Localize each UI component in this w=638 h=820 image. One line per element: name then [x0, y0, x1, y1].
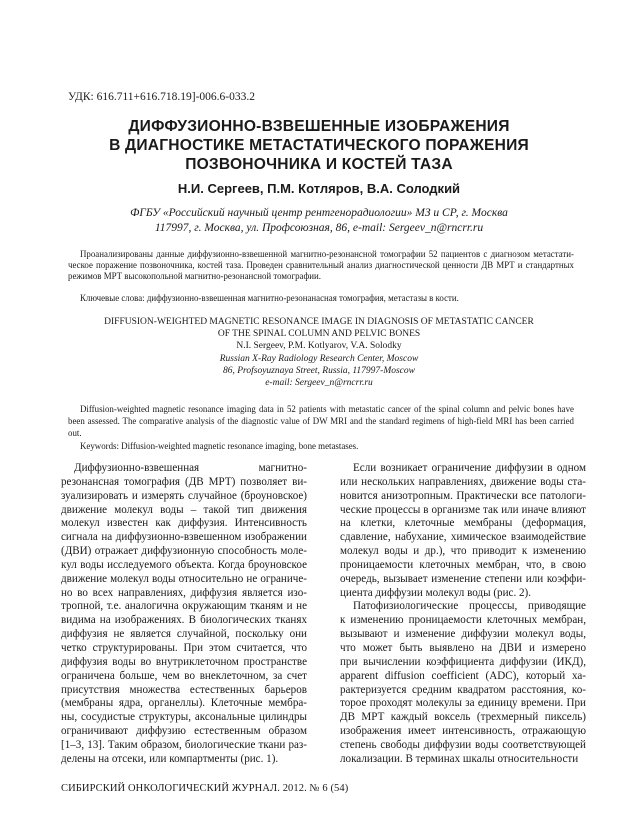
body-text-line: (ДВИ) отражает диффузионную способность моле- — [61, 545, 307, 558]
journal-footer: СИБИРСКИЙ ОНКОЛОГИЧЕСКИЙ ЖУРНАЛ. 2012. № 6 (54) — [61, 783, 349, 794]
body-text-line: делены на отсеки, или компартменты (рис. 1). — [61, 752, 279, 765]
body-text-line: ДВ МРТ каждый воксель (трехмерный пиксель) — [340, 711, 586, 724]
body-text-line: ограничена больше, чем во внеклеточном, за счет — [61, 669, 307, 682]
english-affiliation-line: Russian X-Ray Radiology Research Center, Moscow — [219, 353, 419, 364]
body-text-line: [1–3, 13]. Таким образом, биологические ткани раз- — [61, 738, 307, 751]
body-text-line: сигнала на диффузионно-взвешенном изображении — [61, 531, 307, 544]
body-text-line: видима на изображениях. В биологических тканях — [61, 614, 307, 627]
left-column — [61, 462, 307, 767]
body-text-line: кул воды исследуемого объекта. Когда броуновское — [61, 558, 307, 571]
body-text-line: диффузия не является случайной, поскольку они — [61, 628, 307, 641]
body-text-line: локализации. В терминах шкалы относительности — [340, 752, 579, 765]
affiliation-line: 117997, г. Москва, ул. Профсоюзная, 86, e-mail: Sergeev_n@rncrr.ru — [154, 222, 484, 234]
english-email: e-mail: Sergeev_n@rncrr.ru — [265, 378, 373, 389]
body-text-line: новится анизотропным. Практически все патологи- — [340, 489, 586, 502]
body-text-line: apparent diffusion coefficient (ADC), который ха- — [340, 669, 586, 682]
abstract-line: режимов МРТ высокопольной магнитно-резонансной томографии. — [68, 271, 321, 282]
body-text-line: рактеризуется средним квадратом расстояния, ко- — [340, 683, 586, 696]
body-text-line: очередь, вызывает изменение степени или коэффи- — [340, 572, 586, 585]
body-text-line: зуализировать и измерять случайное (броуновское) — [61, 489, 307, 502]
body-text-line: ограничивают диффузию естественным образом — [61, 725, 307, 738]
body-text-line: вызывают и изменение диффузии молекул воды, — [340, 628, 586, 641]
affiliation-line: ФГБУ «Российский научный центр рентгенорадиологии» МЗ и СР, г. Москва — [130, 207, 508, 219]
body-text-line: циента диффузии молекул воды (рис. 2). — [340, 586, 532, 599]
authors: Н.И. Сергеев, П.М. Котляров, В.А. Солодкий — [177, 181, 461, 196]
body-text-line: ны, сосудистые структуры, аксональные цилиндры — [61, 711, 307, 724]
body-text-line: молекул известен как диффузия. Интенсивность — [61, 517, 307, 530]
body-text-line: диффузия воды во внутриклеточном пространстве — [61, 655, 307, 668]
body-text-line: ческие процессы в организме так или иначе влияют — [340, 503, 586, 516]
title-line: ДИФФУЗИОННО-ВЗВЕШЕННЫЕ ИЗОБРАЖЕНИЯ — [128, 118, 510, 135]
body-text-line: резонансная томография (ДВ МРТ) позволяет ви- — [61, 475, 307, 488]
english-title-line: DIFFUSION-WEIGHTED MAGNETIC RESONANCE IMAGE IN DIAGNOSIS OF METASTATIC CANCER — [104, 317, 534, 327]
english-abstract — [68, 403, 574, 440]
body-text-line: Патофизиологические процессы, приводящие — [353, 600, 586, 613]
abstract-line: out. — [68, 428, 82, 439]
body-text-line: или нескольких направлениях, движение воды ста- — [340, 475, 586, 488]
english-header — [60, 316, 578, 389]
title-line: ПОЗВОНОЧНИКА И КОСТЕЙ ТАЗА — [185, 156, 453, 173]
body-text-line: но во всех направлениях, диффузия является изо- — [61, 586, 307, 599]
abstract-line: Diffusion-weighted magnetic resonance imaging data in 52 patients with metastatic cancer of the spinal column and pelvic bones have — [80, 404, 574, 414]
body-text-line: сдавление, набухание, химическое взаимодействие — [340, 531, 586, 544]
body-text-line: молекул воды и др.), что приводит к изменению — [340, 545, 586, 558]
body-text-line: степень свободы диффузии воды соответствующей — [340, 738, 586, 751]
english-authors: N.I. Sergeev, P.M. Kotlyarov, V.A. Solodky — [236, 341, 402, 352]
abstract-line: ческое поражение позвоночника, костей таза. Проведен сравнительный анализ диагностической ценности ДВ МРТ и стандартных — [68, 260, 574, 271]
body-text-line: четко структурированы. При этом считается, что — [61, 641, 307, 654]
body-text-line: движение молекул воды относительно не ограниче- — [61, 572, 307, 585]
body-text-line: движение молекул воды – такой тип движения — [61, 503, 307, 516]
body-text-line: при вычислении коэффициента диффузии (ИКД), — [340, 655, 586, 668]
english-affiliation-line: 86, Profsoyuznaya Street, Russia, 117997-Moscow — [222, 365, 415, 376]
body-text-line: присутствия множества естественных барьеров — [61, 683, 307, 696]
body-text-line: что может быть выявлено на ДВИ и измерено — [340, 641, 586, 654]
body-text-line: Если возникает ограничение диффузии в одном — [353, 462, 586, 474]
body-text-line: Диффузионно-взвешенная магнитно- — [74, 462, 307, 474]
body-text-line: проницаемости клеточных мембран, что, в свою — [340, 558, 586, 571]
russian-abstract — [68, 249, 574, 283]
body-text-line: тропной, т.е. аналогична окружающим тканям и не — [61, 600, 307, 613]
english-keywords: Keywords: Diffusion-weighted magnetic resonance imaging, bone metastases. — [80, 441, 359, 451]
body-text-line: торое проходят молекулы за единицу времени. При — [340, 697, 586, 710]
english-title-line: OF THE SPINAL COLUMN AND PELVIC BONES — [217, 329, 421, 340]
udc-code: УДК: 616.711+616.718.19]-006.6-033.2 — [68, 91, 255, 103]
right-column — [340, 462, 586, 767]
body-text-line: к изменению проницаемости клеточных мембран, — [340, 614, 586, 627]
russian-keywords: Ключевые слова: диффузионно-взвешенная магнитно-резонанасная томография, метастазы в кости. — [80, 293, 459, 303]
body-text-line: на клетки, клеточные мембраны (деформация, — [340, 517, 586, 530]
affiliation — [60, 206, 578, 236]
article-title — [60, 117, 578, 174]
body-text-line: (мембраны ядра, органеллы). Клеточные мембра- — [61, 697, 307, 710]
body-text-line: изображения имеет интенсивность, отражающую — [340, 725, 586, 738]
title-line: В ДИАГНОСТИКЕ МЕТАСТАТИЧЕСКОГО ПОРАЖЕНИЯ — [109, 137, 529, 154]
abstract-line: been assessed. The comparative analysis of the diagnostic value of DW MRI and the standard regimens of high-field MRI has been carried — [68, 416, 574, 427]
abstract-line: Проанализированы данные диффузионно-взвешенной магнитно-резонансной томографии 52 пациентов с диагнозом метастати- — [80, 249, 574, 259]
